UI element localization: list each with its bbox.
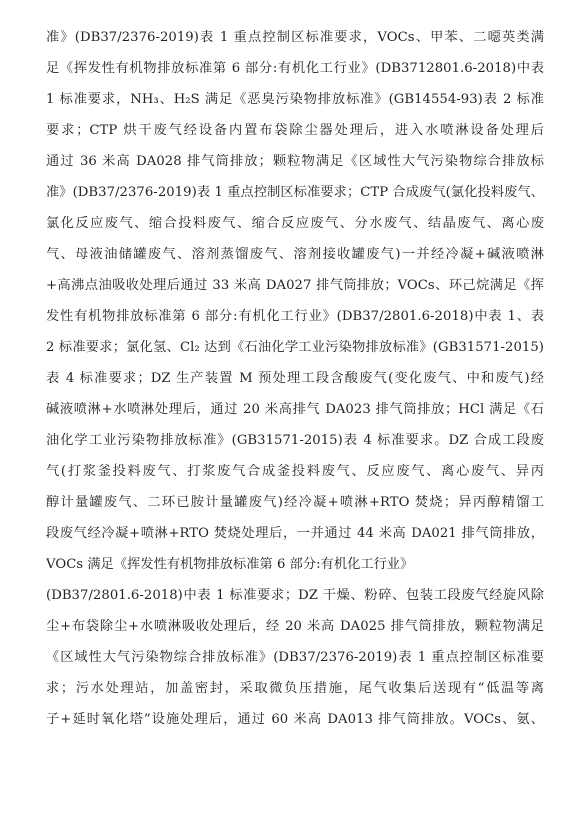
text-line: 表 4 标准要求；DZ 生产装置 M 预处理工段含酸废气(变化废气、中和废气)经: [46, 371, 544, 386]
text-line: (DB37/2801.6-2018)中表 1 标准要求；DZ 干燥、粉碎、包装工段废气经旋风除: [46, 588, 544, 603]
text-line: 醇计量罐废气、二环已胺计量罐废气)经冷凝+喷淋+RTO 焚烧；异丙醇精馏工: [46, 495, 544, 510]
text-line: 氯化反应废气、缩合投料废气、缩合反应废气、分水废气、结晶废气、离心废: [46, 216, 544, 231]
text-line: 准》(DB37/2376-2019)表 1 重点控制区标准要求，VOCs、甲苯、二噁英类满: [46, 30, 544, 45]
text-line: +高沸点油吸收处理后通过 33 米高 DA027 排气筒排放；VOCs、环己烷满足《挥: [46, 278, 544, 293]
text-line: 油化学工业污染物排放标准》(GB31571-2015)表 4 标准要求。DZ 合成工段废: [46, 433, 544, 448]
text-line: VOCs 满足《挥发性有机物排放标准第 6 部分:有机化工行业》: [46, 557, 414, 572]
text-line: 气(打浆釜投料废气、打浆废气合成釜投料废气、反应废气、离心废气、异丙: [46, 464, 544, 479]
text-line: 碱液喷淋+水喷淋处理后，通过 20 米高排气 DA023 排气筒排放；HCl 满足《石: [46, 402, 544, 417]
text-line: 足《挥发性有机物排放标准第 6 部分:有机化工行业》(DB3712801.6-2018)中表: [46, 61, 544, 76]
text-line: 要求；CTP 烘干废气经设备内置布袋除尘器处理后，进入水喷淋设备处理后: [46, 123, 544, 138]
text-line: 求；污水处理站，加盖密封，采取微负压措施，尾气收集后送现有“低温等离: [46, 681, 544, 696]
text-line: 1 标准要求，NH₃、H₂S 满足《恶臭污染物排放标准》(GB14554-93)表 2 标准: [46, 92, 544, 107]
text-line: 尘+布袋除尘+水喷淋吸收处理后，经 20 米高 DA025 排气筒排放，颗粒物满足: [46, 619, 544, 634]
body-text: [46, 22, 544, 735]
text-line: 2 标准要求；氯化氢、Cl₂ 达到《石油化学工业污染物排放标准》(GB31571-2015): [46, 340, 544, 355]
text-line: 准》(DB37/2376-2019)表 1 重点控制区标准要求；CTP 合成废气(氯化投料废气、: [46, 185, 544, 200]
text-line: 通过 36 米高 DA028 排气筒排放；颗粒物满足《区域性大气污染物综合排放标: [46, 154, 544, 169]
text-line: 气、母液油储罐废气、溶剂蒸馏废气、溶剂接收罐废气)一并经冷凝+碱液喷淋: [46, 247, 544, 262]
text-line: 段废气经冷凝+喷淋+RTO 焚烧处理后，一并通过 44 米高 DA021 排气筒排放，: [46, 526, 544, 541]
text-line: 《区域性大气污染物综合排放标准》(DB37/2376-2019)表 1 重点控制区标准要: [46, 650, 544, 665]
text-line: 发性有机物排放标准第 6 部分:有机化工行业》(DB37/2801.6-2018)中表 1、表: [46, 309, 544, 324]
text-line: 子+延时氧化塔”设施处理后，通过 60 米高 DA013 排气筒排放。VOCs、氨、: [46, 712, 544, 727]
